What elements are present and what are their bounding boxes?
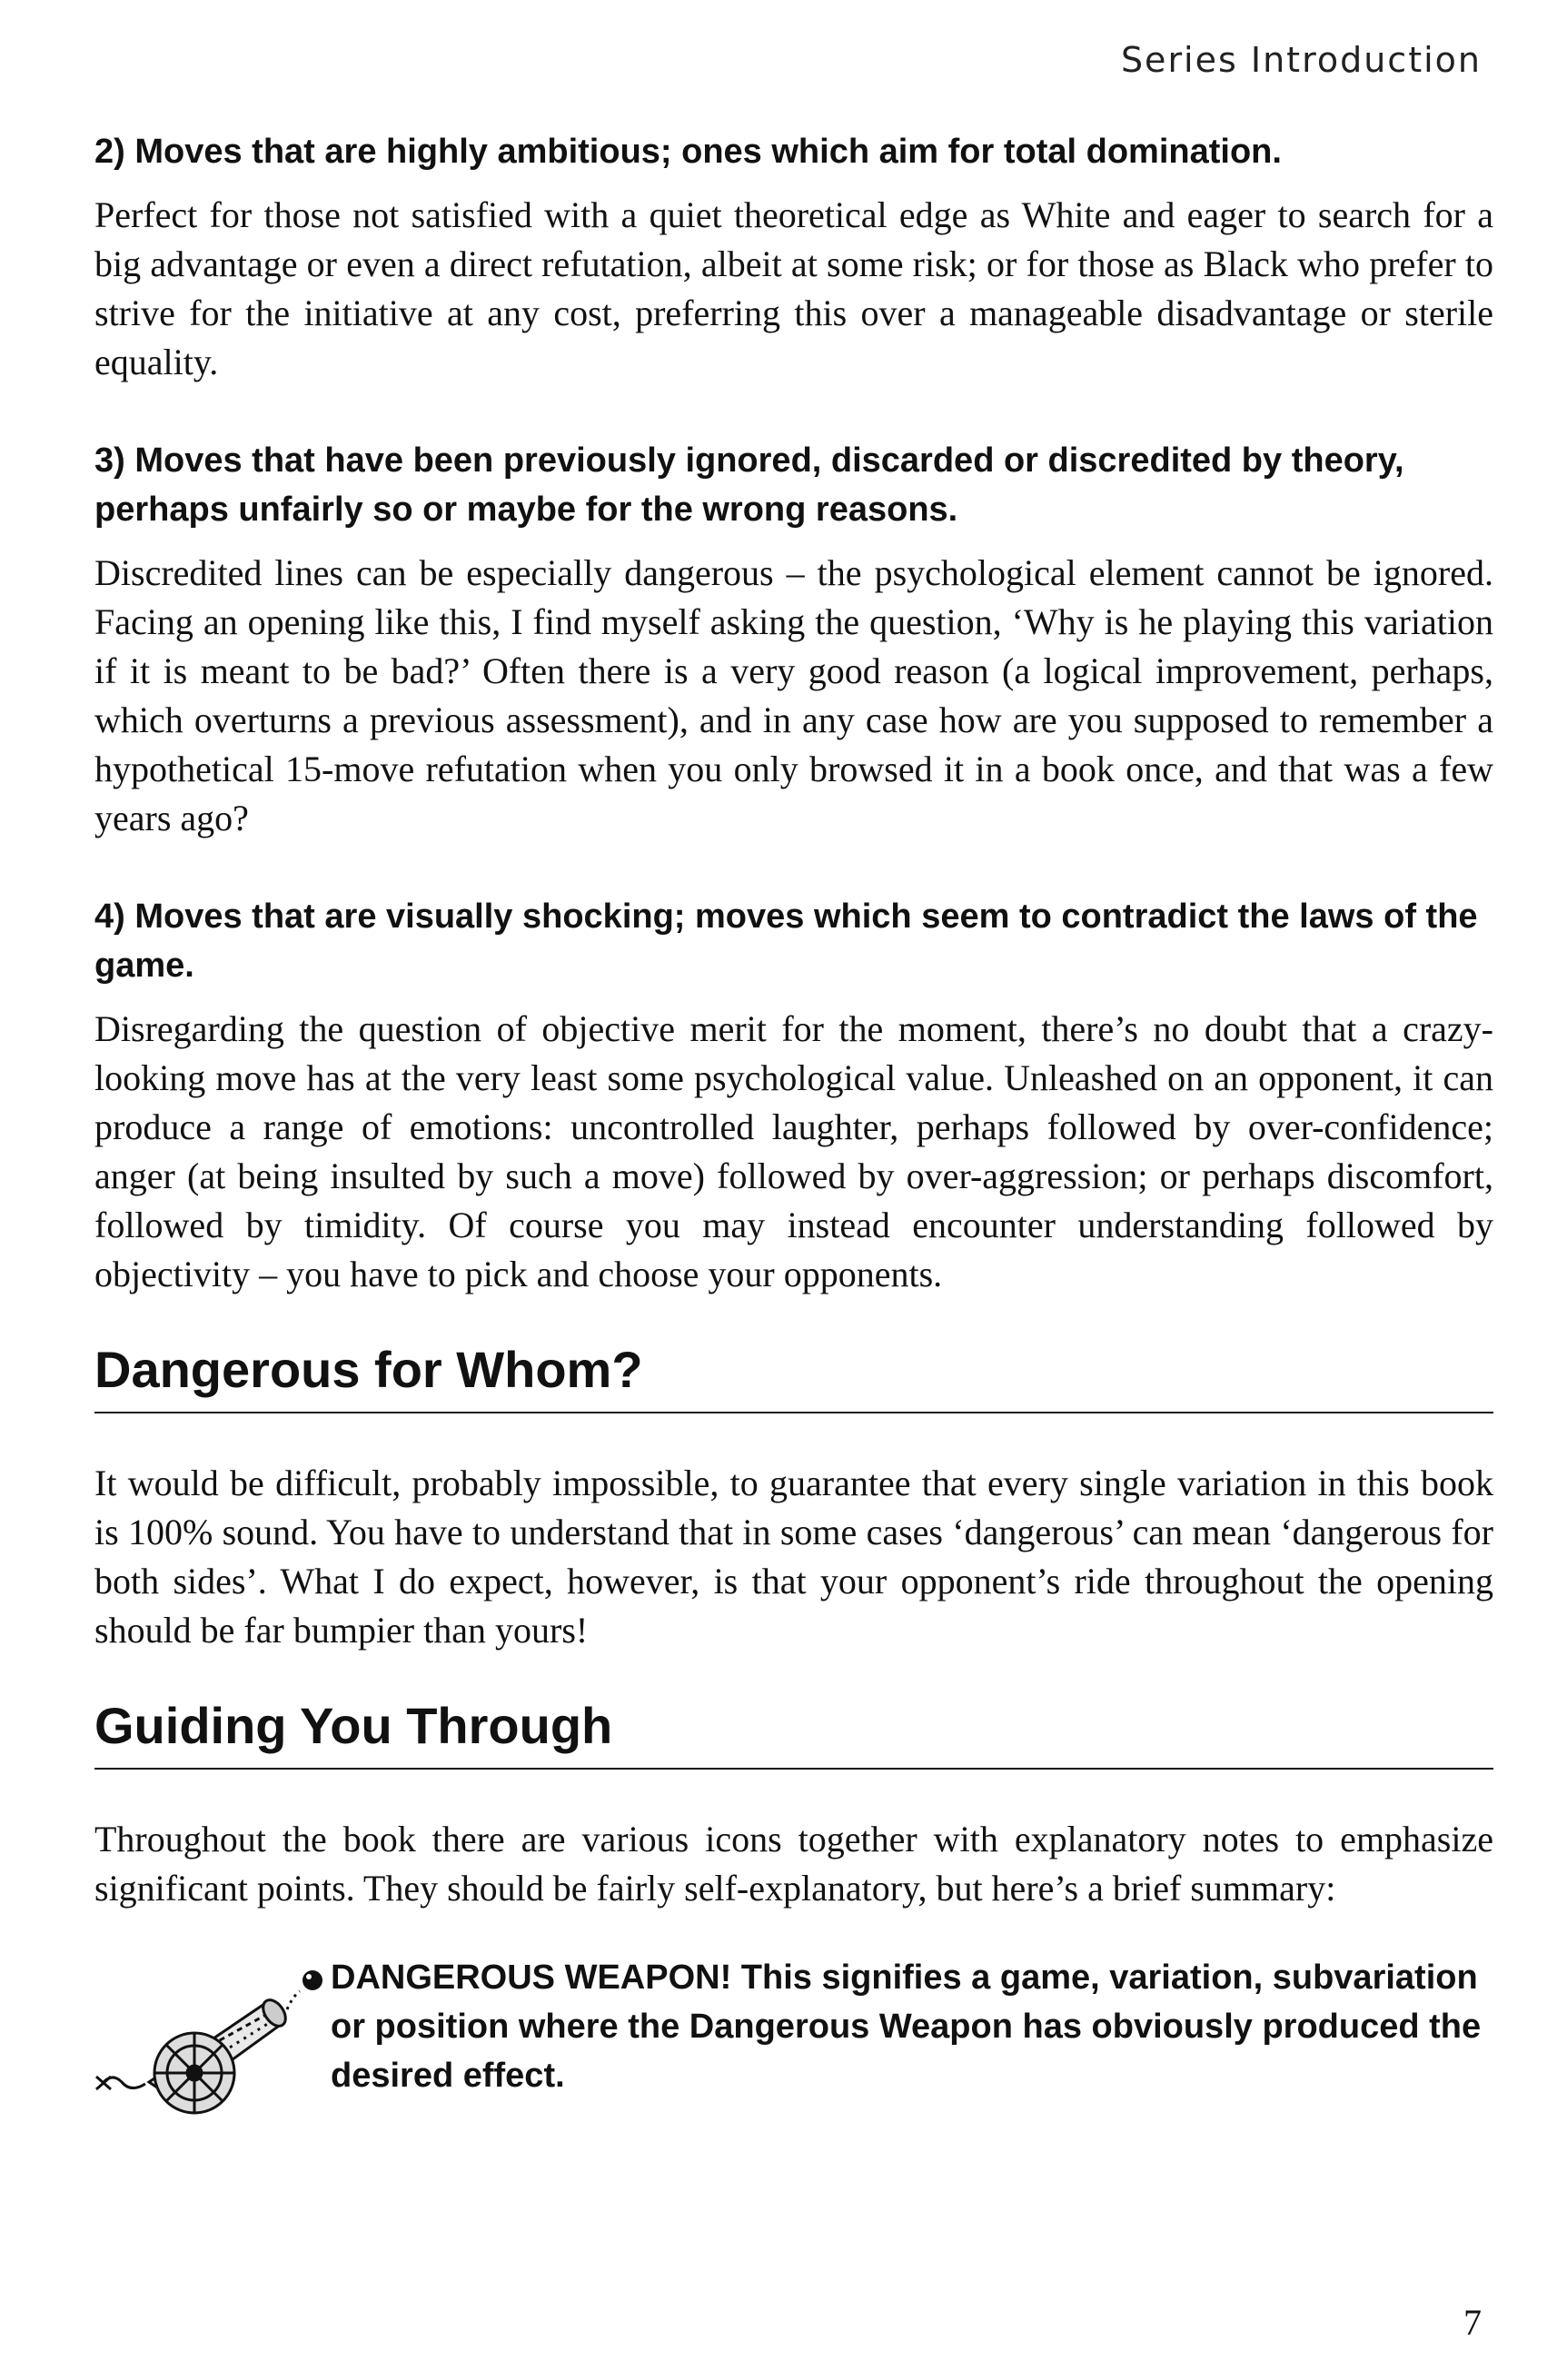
section-3-number: 3) xyxy=(94,441,125,480)
dangerous-for-whom-body: It would be difficult, probably impossible, to guarantee that every single variation in this book is 100% sound. You have to understand that in some cases ‘dangerous’ can mean ‘dangerous for both sides’. What I do expect, however, is that your opponent’s ride throughout the opening should be far bumpier than yours! xyxy=(94,1463,1493,1651)
section-2-number: 2) xyxy=(94,133,125,171)
section-3-body: Discredited lines can be especially dangerous – the psychological element cannot be ignored. Facing an opening like this, I find myself asking the question, ‘Why is he playing this variation if it is meant to be bad?’ Often there is a very good reason (a logical improvement, perhaps, which overturns a previous assessment), and in any case how are you supposed to remember a hypothetical 15-move refutation when you only browsed it in a book once, and that was a few years ago? xyxy=(94,552,1493,838)
running-head: Series Introduction xyxy=(1120,40,1482,80)
guiding-you-through-body: Throughout the book there are various icons together with explanatory notes to emphasize significant points. They should be fairly self-explanatory, but here’s a brief summary: xyxy=(94,1819,1493,1909)
section-4-number: 4) xyxy=(94,897,125,936)
guiding-you-through-title: Guiding You Through xyxy=(94,1697,613,1754)
section-2-heading xyxy=(94,127,1493,176)
page-content xyxy=(94,127,1493,2118)
section-4-heading xyxy=(94,892,1493,990)
section-2-heading-text: Moves that are highly ambitious; ones which aim for total domination. xyxy=(134,133,1282,171)
section-3-heading xyxy=(94,436,1493,534)
section-4-body: Disregarding the question of objective merit for the moment, there’s no doubt that a crazy-looking move has at the very least some psychological value. Unleashed on an opponent, it can produce a range of emotions: uncontrolled laughter, perhaps followed by over-confidence; anger (at being insulted by such a move) followed by over-aggression; or perhaps discomfort, followed by timidity. Of course you may instead encounter understanding followed by objectivity – you have to pick and choose your opponents. xyxy=(94,1008,1493,1294)
icon-legend-entry xyxy=(94,1946,1493,2118)
section-4-heading-text: Moves that are visually shocking; moves which seem to contradict the laws of the game. xyxy=(94,897,1478,985)
page-number: 7 xyxy=(1463,2302,1482,2343)
dangerous-for-whom-title: Dangerous for Whom? xyxy=(94,1341,643,1398)
section-3-heading-text: Moves that have been previously ignored, discarded or discredited by theory, perhaps unfairly so or maybe for the wrong reasons. xyxy=(94,441,1404,529)
icon-legend-text: DANGEROUS WEAPON! This signifies a game, variation, subvariation or position where the Dangerous Weapon has obviously produced the desired effect. xyxy=(331,1959,1482,2095)
section-2-body: Perfect for those not satisfied with a quiet theoretical edge as White and eager to search for a big advantage or even a direct refutation, albeit at some risk; or for those as Black who prefer to strive for the initiative at any cost, preferring this over a manageable disadvantage or sterile equality. xyxy=(94,194,1493,382)
cannon-icon xyxy=(85,1946,331,2118)
